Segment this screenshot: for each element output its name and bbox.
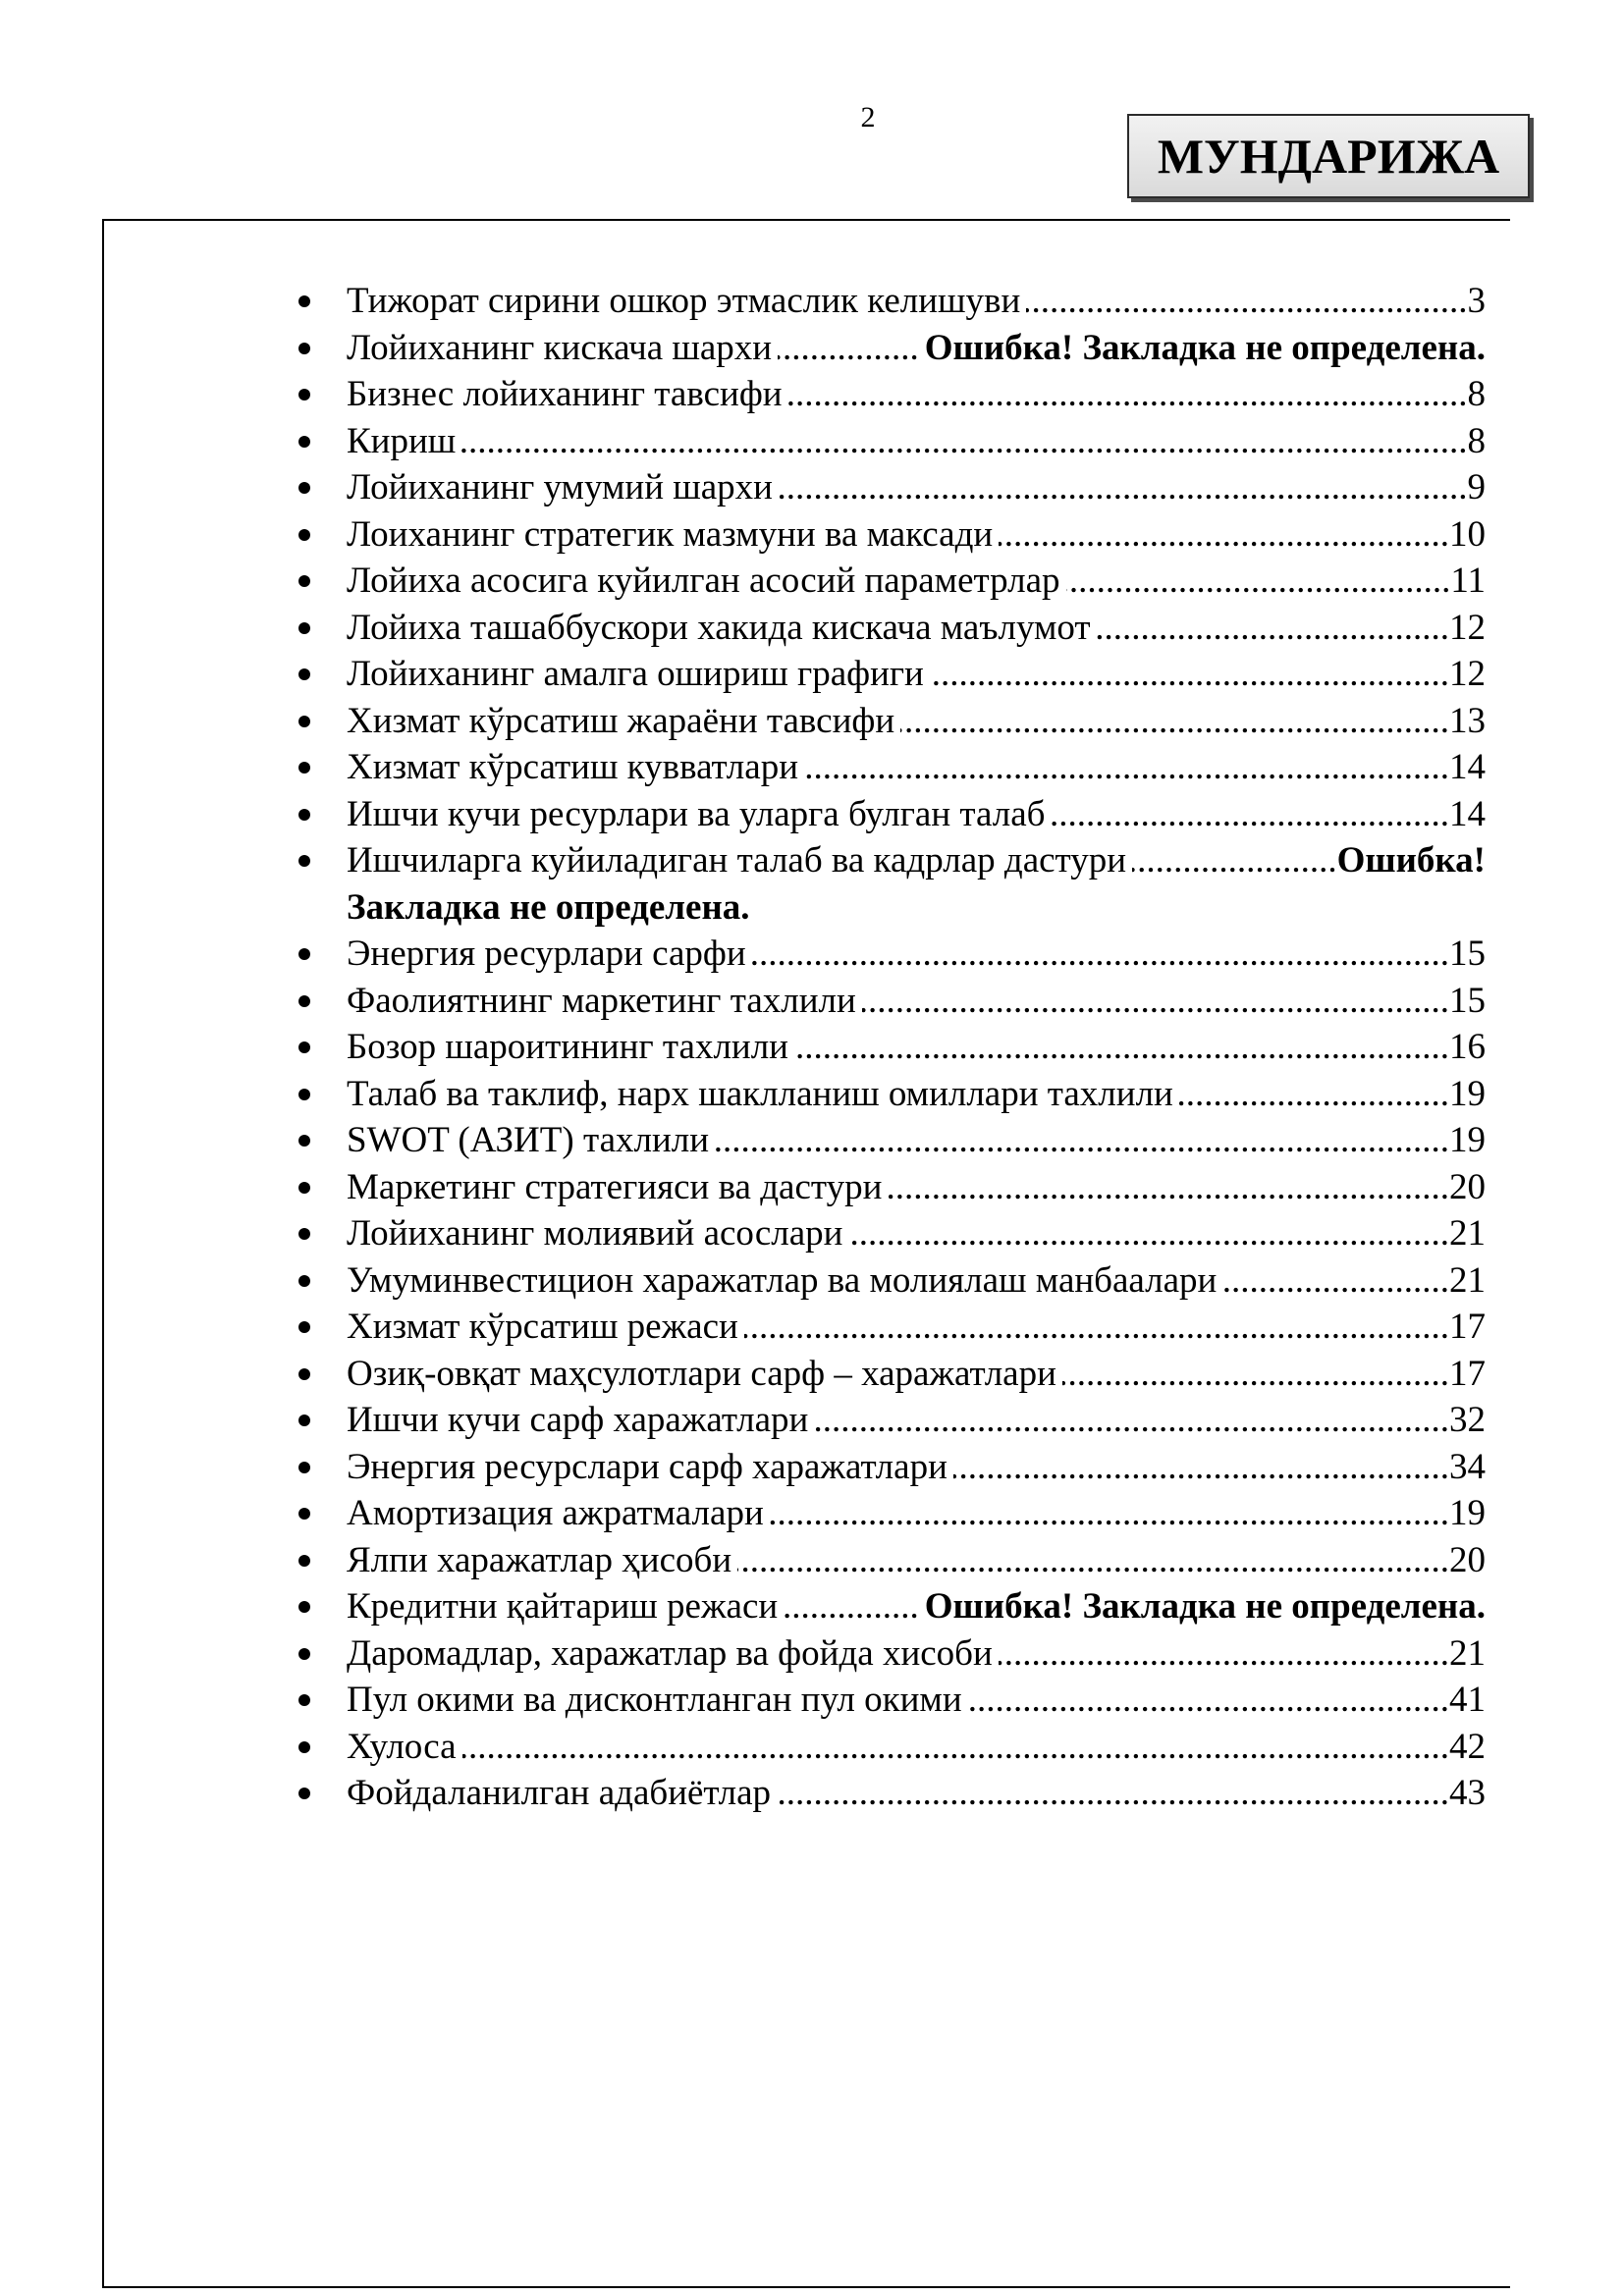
toc-entry bbox=[291, 1630, 1486, 1678]
bullet-column bbox=[291, 325, 347, 372]
bullet-icon bbox=[298, 995, 310, 1007]
toc-entry-body bbox=[347, 1257, 1486, 1305]
dot-leader bbox=[779, 464, 1468, 511]
dot-leader bbox=[788, 371, 1468, 418]
toc-entry bbox=[291, 1071, 1486, 1118]
bullet-icon bbox=[298, 482, 310, 494]
bullet-icon bbox=[298, 343, 310, 354]
toc-entry bbox=[291, 837, 1486, 884]
toc-entry-body bbox=[347, 1444, 1486, 1491]
toc-entry bbox=[291, 1210, 1486, 1257]
bullet-icon bbox=[298, 389, 310, 400]
bullet-icon bbox=[298, 529, 310, 541]
toc-entry bbox=[291, 1351, 1486, 1398]
toc-entry-page: 12 bbox=[1449, 607, 1486, 648]
bullet-icon bbox=[298, 1508, 310, 1520]
bullet-icon bbox=[298, 762, 310, 774]
toc-entry bbox=[291, 1397, 1486, 1444]
toc-entry bbox=[291, 1164, 1486, 1211]
bullet-icon bbox=[298, 1321, 310, 1333]
toc-entry-body bbox=[347, 837, 1486, 884]
bullet-icon bbox=[298, 622, 310, 634]
dot-leader bbox=[737, 1537, 1449, 1584]
toc-entry-body bbox=[347, 1164, 1486, 1211]
frame-left-line bbox=[102, 219, 104, 2288]
toc-entry-page: 19 bbox=[1449, 1120, 1486, 1160]
bullet-column bbox=[291, 278, 347, 325]
bullet-column bbox=[291, 605, 347, 652]
table-of-contents bbox=[291, 278, 1486, 1817]
toc-entry-page: 41 bbox=[1449, 1680, 1486, 1720]
toc-entry-body bbox=[347, 558, 1486, 605]
dot-leader bbox=[930, 651, 1449, 698]
page-title: МУНДАРИЖА bbox=[1127, 114, 1530, 198]
toc-entry-body bbox=[347, 698, 1486, 745]
toc-entry-body bbox=[347, 1210, 1486, 1257]
toc-entry bbox=[291, 278, 1486, 325]
bullet-column bbox=[291, 1677, 347, 1724]
bullet-icon bbox=[298, 855, 310, 867]
toc-entry bbox=[291, 1117, 1486, 1164]
bullet-column bbox=[291, 1444, 347, 1491]
bullet-column bbox=[291, 371, 347, 418]
toc-entry-page: 32 bbox=[1449, 1400, 1486, 1440]
dot-leader bbox=[862, 978, 1449, 1025]
dot-leader bbox=[777, 1770, 1449, 1817]
bullet-icon bbox=[298, 1041, 310, 1053]
bullet-column bbox=[291, 1490, 347, 1537]
bullet-icon bbox=[298, 809, 310, 821]
toc-entry-title: Кредитни қайтариш режаси bbox=[347, 1586, 779, 1627]
bullet-column bbox=[291, 1164, 347, 1211]
toc-entry-body bbox=[347, 418, 1486, 465]
dot-leader bbox=[999, 1630, 1449, 1678]
toc-entry-title: Бозор шароитининг тахлили bbox=[347, 1027, 788, 1067]
toc-entry bbox=[291, 371, 1486, 418]
toc-entry-body bbox=[347, 325, 1486, 372]
bullet-icon bbox=[298, 1415, 310, 1426]
toc-entry bbox=[291, 978, 1486, 1025]
toc-entry bbox=[291, 931, 1486, 978]
toc-entry-page: 20 bbox=[1449, 1539, 1486, 1580]
bullet-column bbox=[291, 1537, 347, 1584]
dot-leader bbox=[999, 511, 1449, 559]
bullet-column bbox=[291, 1583, 347, 1630]
bullet-column bbox=[291, 791, 347, 838]
bullet-column bbox=[291, 511, 347, 559]
bullet-column bbox=[291, 1071, 347, 1118]
toc-entry-title: Бизнес лойиханинг тавсифи bbox=[347, 374, 783, 414]
bullet-icon bbox=[298, 668, 310, 680]
toc-entry-title: Лойиханинг молиявий асослари bbox=[347, 1213, 843, 1254]
toc-entry-page: 19 bbox=[1449, 1493, 1486, 1533]
toc-entry-title: Лоиханинг стратегик мазмуни ва максади bbox=[347, 513, 994, 555]
dot-leader bbox=[1222, 1257, 1449, 1305]
dot-leader bbox=[1097, 605, 1449, 652]
toc-entry-page: 19 bbox=[1449, 1073, 1486, 1114]
toc-entry-title: Пул окими ва дисконтланган пул окими bbox=[347, 1680, 962, 1720]
dot-leader bbox=[804, 744, 1449, 791]
bullet-icon bbox=[298, 1741, 310, 1753]
toc-entry bbox=[291, 605, 1486, 652]
dot-leader bbox=[1132, 837, 1337, 884]
toc-entry-body bbox=[347, 1397, 1486, 1444]
toc-entry-body bbox=[347, 371, 1486, 418]
dot-leader bbox=[715, 1117, 1449, 1164]
toc-entry-page: 15 bbox=[1449, 934, 1486, 974]
toc-entry bbox=[291, 464, 1486, 511]
toc-entry-title: Кириш bbox=[347, 420, 457, 461]
toc-entry-body bbox=[347, 605, 1486, 652]
toc-entry-title: Хизмат кўрсатиш кувватлари bbox=[347, 747, 798, 787]
toc-entry bbox=[291, 744, 1486, 791]
toc-entry bbox=[291, 1257, 1486, 1305]
dot-leader bbox=[1179, 1071, 1449, 1118]
frame-bottom-line bbox=[102, 2286, 1510, 2288]
bullet-icon bbox=[298, 436, 310, 448]
toc-entry bbox=[291, 1304, 1486, 1351]
toc-entry-title: Тижорат сирини ошкор этмаслик келишуви bbox=[347, 281, 1021, 321]
toc-entry-title: Лойиханинг умумий шархи bbox=[347, 467, 773, 507]
toc-entry-body bbox=[347, 1304, 1486, 1351]
toc-entry-error: Ошибка! Закладка не определена. bbox=[924, 1586, 1486, 1627]
dot-leader bbox=[784, 1583, 919, 1630]
toc-entry-body bbox=[347, 978, 1486, 1025]
bullet-column bbox=[291, 931, 347, 978]
bullet-icon bbox=[298, 575, 310, 587]
toc-entry bbox=[291, 1537, 1486, 1584]
toc-entry-title: Ишчи кучи ресурлари ва уларга булган талаб bbox=[347, 793, 1046, 834]
toc-entry-body bbox=[347, 1117, 1486, 1164]
dot-leader bbox=[794, 1024, 1449, 1071]
dot-leader bbox=[1066, 558, 1451, 605]
toc-entry-body bbox=[347, 1024, 1486, 1071]
toc-entry-title: Умуминвестицион харажатлар ва молиялаш манбаалари bbox=[347, 1259, 1218, 1301]
toc-entry bbox=[291, 1490, 1486, 1537]
bullet-column bbox=[291, 651, 347, 698]
dot-leader bbox=[1026, 278, 1467, 325]
toc-entry-page: 20 bbox=[1449, 1166, 1486, 1207]
toc-entry-body bbox=[347, 1724, 1486, 1771]
toc-entry-title: Лойиха асосига куйилган асосий параметрлар bbox=[347, 561, 1060, 601]
dot-leader bbox=[814, 1397, 1449, 1444]
dot-leader bbox=[752, 931, 1449, 978]
page-number: 2 bbox=[860, 101, 876, 133]
bullet-column bbox=[291, 1304, 347, 1351]
toc-entry-title: Озиқ-овқат маҳсулотлари сарф – харажатлари bbox=[347, 1353, 1056, 1394]
toc-entry-title: Лойиханинг амалга ошириш графиги bbox=[347, 654, 924, 694]
bullet-column bbox=[291, 1770, 347, 1817]
toc-entry-page: 15 bbox=[1449, 980, 1486, 1021]
toc-entry-body bbox=[347, 1537, 1486, 1584]
bullet-column bbox=[291, 1724, 347, 1771]
bullet-icon bbox=[298, 1368, 310, 1380]
toc-entry-title: Ишчиларга куйиладиган талаб ва кадрлар дастури bbox=[347, 840, 1127, 881]
toc-entry-body bbox=[347, 744, 1486, 791]
toc-entry bbox=[291, 651, 1486, 698]
toc-entry-page: 8 bbox=[1467, 420, 1486, 461]
bullet-icon bbox=[298, 1135, 310, 1147]
toc-entry-title: Хулоса bbox=[347, 1726, 457, 1767]
toc-entry-title: Маркетинг стратегияси ва дастури bbox=[347, 1166, 883, 1207]
bullet-icon bbox=[298, 1788, 310, 1799]
toc-entry bbox=[291, 1724, 1486, 1771]
toc-entry-page: 42 bbox=[1449, 1726, 1486, 1767]
bullet-icon bbox=[298, 1275, 310, 1287]
dot-leader bbox=[778, 325, 919, 372]
toc-entry-title: Энергия ресурслари сарф харажатлари bbox=[347, 1446, 947, 1487]
bullet-icon bbox=[298, 1462, 310, 1473]
dot-leader bbox=[770, 1490, 1449, 1537]
toc-entry-body bbox=[347, 651, 1486, 698]
toc-entry-title: Талаб ва таклиф, нарх шаклланиш омиллари тахлили bbox=[347, 1073, 1173, 1114]
toc-entry bbox=[291, 1677, 1486, 1724]
toc-entry-page: 3 bbox=[1467, 281, 1486, 321]
bullet-column bbox=[291, 978, 347, 1025]
toc-entry-page: 10 bbox=[1449, 513, 1486, 555]
toc-entry bbox=[291, 325, 1486, 372]
dot-leader bbox=[888, 1164, 1449, 1211]
toc-entry-page: 17 bbox=[1449, 1307, 1486, 1347]
dot-leader bbox=[900, 698, 1449, 745]
toc-entry-body bbox=[347, 1677, 1486, 1724]
bullet-column-empty bbox=[291, 884, 347, 932]
toc-entry-page: 43 bbox=[1449, 1773, 1486, 1813]
toc-entry bbox=[291, 1770, 1486, 1817]
toc-entry-body bbox=[347, 1770, 1486, 1817]
dot-leader bbox=[462, 1724, 1449, 1771]
dot-leader bbox=[744, 1304, 1449, 1351]
toc-entry-page: 9 bbox=[1467, 467, 1486, 507]
bullet-column bbox=[291, 558, 347, 605]
toc-entry-title: Лойиха ташаббускори хакида кискача маълумот bbox=[347, 607, 1091, 648]
bullet-column bbox=[291, 418, 347, 465]
dot-leader bbox=[461, 418, 1467, 465]
toc-entry bbox=[291, 1444, 1486, 1491]
toc-entry-page: 21 bbox=[1449, 1213, 1486, 1254]
bullet-column bbox=[291, 1257, 347, 1305]
toc-entry-body bbox=[347, 1630, 1486, 1678]
toc-entry bbox=[291, 511, 1486, 559]
dot-leader bbox=[1051, 791, 1449, 838]
toc-entry-body bbox=[347, 464, 1486, 511]
toc-entry bbox=[291, 1583, 1486, 1630]
toc-entry-body bbox=[347, 1583, 1486, 1630]
toc-entry-body bbox=[347, 1351, 1486, 1398]
bullet-icon bbox=[298, 1601, 310, 1613]
toc-entry-title: Энергия ресурлари сарфи bbox=[347, 934, 746, 974]
toc-entry-page: 8 bbox=[1467, 374, 1486, 414]
bullet-column bbox=[291, 1351, 347, 1398]
bullet-column bbox=[291, 1397, 347, 1444]
toc-entry-page: 11 bbox=[1450, 561, 1486, 601]
bullet-icon bbox=[298, 716, 310, 727]
toc-entry bbox=[291, 558, 1486, 605]
toc-entry bbox=[291, 418, 1486, 465]
dot-leader bbox=[968, 1677, 1449, 1724]
toc-entry-body bbox=[347, 511, 1486, 559]
toc-entry-page: 34 bbox=[1449, 1446, 1486, 1487]
toc-entry-page: 17 bbox=[1449, 1353, 1486, 1394]
toc-entry-page: 21 bbox=[1449, 1632, 1486, 1674]
bullet-column bbox=[291, 1024, 347, 1071]
toc-entry-body bbox=[347, 1071, 1486, 1118]
toc-entry-title: Фойдаланилган адабиётлар bbox=[347, 1773, 772, 1813]
toc-entry-title: Лойиханинг кискача шархи bbox=[347, 327, 773, 368]
toc-entry-title: Ишчи кучи сарф харажатлари bbox=[347, 1400, 809, 1440]
bullet-icon bbox=[298, 295, 310, 307]
toc-entry-page: 21 bbox=[1449, 1259, 1486, 1301]
toc-entry-error: Ошибка! Закладка не определена. bbox=[924, 327, 1486, 368]
toc-entry-error: Закладка не определена. bbox=[347, 886, 750, 928]
toc-entry-page: 14 bbox=[1449, 793, 1486, 834]
toc-entry-body bbox=[347, 278, 1486, 325]
bullet-column bbox=[291, 464, 347, 511]
toc-entry-continuation bbox=[291, 884, 1486, 932]
toc-entry-error: Ошибка! bbox=[1336, 840, 1486, 881]
bullet-icon bbox=[298, 1694, 310, 1706]
bullet-column bbox=[291, 1117, 347, 1164]
bullet-column bbox=[291, 1630, 347, 1678]
toc-entry-title: Ялпи харажатлар ҳисоби bbox=[347, 1539, 732, 1580]
toc-entry-title: Хизмат кўрсатиш режаси bbox=[347, 1307, 738, 1347]
toc-entry-title: Даромадлар, харажатлар ва фойда хисоби bbox=[347, 1632, 993, 1674]
toc-entry-body bbox=[347, 1490, 1486, 1537]
bullet-icon bbox=[298, 1555, 310, 1567]
bullet-column bbox=[291, 1210, 347, 1257]
toc-entry-page: 13 bbox=[1449, 700, 1486, 741]
bullet-icon bbox=[298, 1089, 310, 1100]
toc-entry-page: 12 bbox=[1449, 654, 1486, 694]
bullet-icon bbox=[298, 1228, 310, 1240]
toc-entry-body bbox=[347, 791, 1486, 838]
toc-entry bbox=[291, 1024, 1486, 1071]
toc-entry-page: 16 bbox=[1449, 1027, 1486, 1067]
toc-entry-title: Амортизация ажратмалари bbox=[347, 1493, 764, 1533]
toc-entry bbox=[291, 791, 1486, 838]
toc-entry-title: SWOT (АЗИТ) тахлили bbox=[347, 1120, 710, 1160]
dot-leader bbox=[1062, 1351, 1449, 1398]
bullet-icon bbox=[298, 1648, 310, 1660]
toc-entry-page: 14 bbox=[1449, 747, 1486, 787]
bullet-column bbox=[291, 837, 347, 884]
dot-leader bbox=[848, 1210, 1449, 1257]
bullet-column bbox=[291, 698, 347, 745]
frame-top-line bbox=[102, 219, 1510, 221]
bullet-icon bbox=[298, 1182, 310, 1194]
toc-entry-body bbox=[347, 931, 1486, 978]
bullet-icon bbox=[298, 948, 310, 960]
toc-entry-title: Хизмат кўрсатиш жараёни тавсифи bbox=[347, 700, 895, 741]
toc-entry-title: Фаолиятнинг маркетинг тахлили bbox=[347, 980, 856, 1021]
dot-leader bbox=[953, 1444, 1449, 1491]
toc-entry bbox=[291, 698, 1486, 745]
bullet-column bbox=[291, 744, 347, 791]
